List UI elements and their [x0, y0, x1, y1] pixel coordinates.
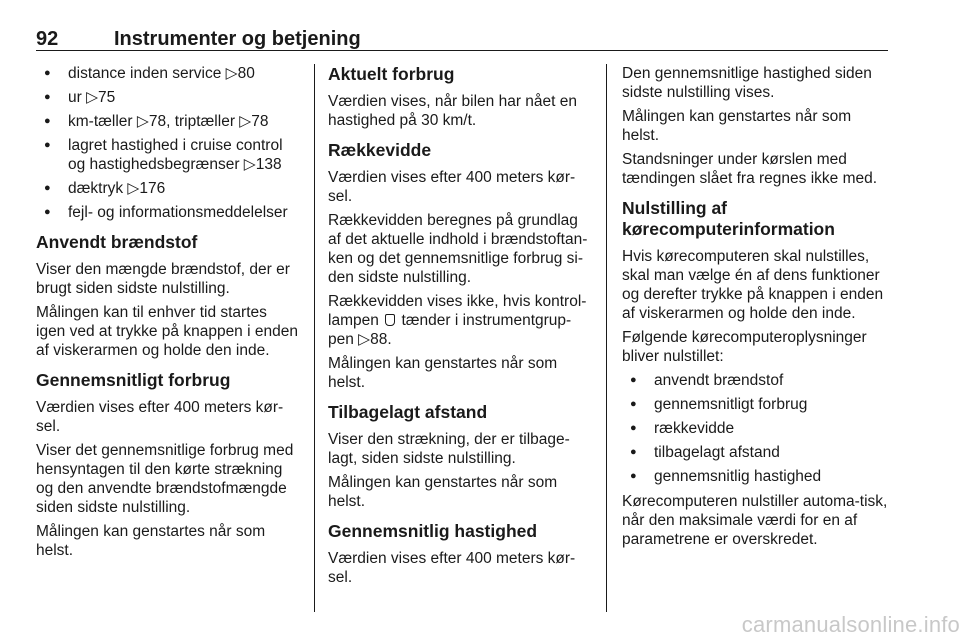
heading-gennemsnitlig-hastighed: Gennemsnitlig hastighed	[328, 521, 538, 541]
header-rule	[36, 50, 888, 51]
heading-anvendt-braendstof: Anvendt brændstof	[36, 232, 198, 252]
paragraph: Målingen kan til enhver tid startes igen ved at trykke på knappen i enden af viskerarmen og holde den inde.	[36, 304, 298, 359]
list-item: ● fejl- og informationsmeddelelser	[36, 203, 300, 222]
paragraph: Standsninger under kørslen med tændingen slået fra regnes ikke med.	[622, 151, 878, 187]
page-ref-link[interactable]: ▷ 78	[235, 113, 268, 130]
page-header	[36, 28, 886, 50]
list-item: ● lagret hastighed i cruise control og hastighedsbegrænser ▷ 138	[36, 136, 300, 174]
page-ref-link[interactable]: ▷ 80	[221, 65, 254, 82]
page-number: 92	[36, 28, 59, 50]
paragraph: Den gennemsnitlige hastighed siden sidste nulstilling vises.	[622, 65, 872, 101]
paragraph: Viser den strækning, der er tilbage-lagt, siden sidste nulstilling.	[328, 431, 570, 467]
list-item: ● rækkevidde	[622, 419, 888, 438]
paragraph: Målingen kan genstartes når som helst.	[36, 523, 266, 559]
paragraph: Værdien vises, når bilen har nået en hastighed på 30 km/t.	[328, 93, 578, 129]
paragraph: Viser det gennemsnitlige forbrug med hensyntagen til den kørte strækning og den anvendte brændstofmængde siden sidste nulstilling.	[36, 442, 294, 516]
list-item: ● ur ▷ 75	[36, 88, 300, 107]
paragraph: Rækkevidden beregnes på grundlag af det aktuelle indhold i brændstoftan-ken og det gennemsnitlige forbrug si-den sidste nulstilling.	[328, 212, 588, 286]
list-item: ● tilbagelagt afstand	[622, 443, 888, 462]
heading-tilbagelagt-afstand: Tilbagelagt afstand	[328, 402, 488, 422]
list-item: ● distance inden service ▷ 80	[36, 64, 300, 83]
heading-gennemsnitligt-forbrug: Gennemsnitligt forbrug	[36, 370, 231, 390]
page-ref-link[interactable]: ▷ 78	[133, 113, 166, 130]
heading-aktuelt-forbrug: Aktuelt forbrug	[328, 64, 455, 84]
page-title: Instrumenter og betjening	[114, 28, 361, 50]
column-divider-1	[314, 64, 315, 612]
page-ref-link[interactable]: ▷ 75	[82, 89, 115, 106]
page-ref-link[interactable]: ▷ 176	[123, 180, 165, 197]
paragraph: Viser den mængde brændstof, der er brugt siden sidste nulstilling.	[36, 261, 290, 297]
page-ref-link[interactable]: ▷ 88.	[354, 331, 392, 348]
column-divider-2	[606, 64, 607, 612]
page-ref-link[interactable]: ▷ 138	[239, 156, 281, 173]
paragraph: Målingen kan genstartes når som helst.	[328, 474, 558, 510]
column-2	[328, 64, 592, 592]
paragraph: Hvis kørecomputeren skal nulstilles, skal man vælge én af dens funktioner og derefter trykke på knappen i enden af viskerarmen og holde den inde.	[622, 248, 884, 322]
list-item: ● gennemsnitligt forbrug	[622, 395, 888, 414]
heading-raekkevidde: Rækkevidde	[328, 140, 432, 160]
list-item: ● dæktryk ▷ 176	[36, 179, 300, 198]
fuel-warning-lamp-icon	[385, 314, 395, 326]
list-item: ● anvendt brændstof	[622, 371, 888, 390]
watermark: carmanualsonline.info	[741, 612, 960, 637]
paragraph: Følgende kørecomputeroplysninger bliver nulstillet:	[622, 329, 867, 365]
column-3	[622, 64, 888, 554]
paragraph: Rækkevidden vises ikke, hvis kontrol-lampen tænder i instrumentgrup-pen ▷ 88.	[328, 292, 592, 349]
paragraph: Målingen kan genstartes når som helst.	[622, 108, 852, 144]
paragraph: Kørecomputeren nulstiller automa-tisk, når den maksimale værdi for en af parametrene er overskredet.	[622, 493, 888, 548]
paragraph: Værdien vises efter 400 meters kør-sel.	[36, 399, 284, 435]
paragraph: Værdien vises efter 400 meters kør-sel.	[328, 550, 576, 586]
heading-nulstilling: Nulstilling af kørecomputerinformation	[622, 198, 835, 239]
list-item: ● km-tæller ▷ 78, triptæller ▷ 78	[36, 112, 300, 131]
paragraph: Målingen kan genstartes når som helst.	[328, 355, 558, 391]
list-item: ● gennemsnitlig hastighed	[622, 467, 888, 486]
column-1	[36, 64, 300, 565]
display-list	[36, 64, 300, 222]
paragraph: Værdien vises efter 400 meters kør-sel.	[328, 169, 576, 205]
reset-list	[622, 371, 888, 486]
